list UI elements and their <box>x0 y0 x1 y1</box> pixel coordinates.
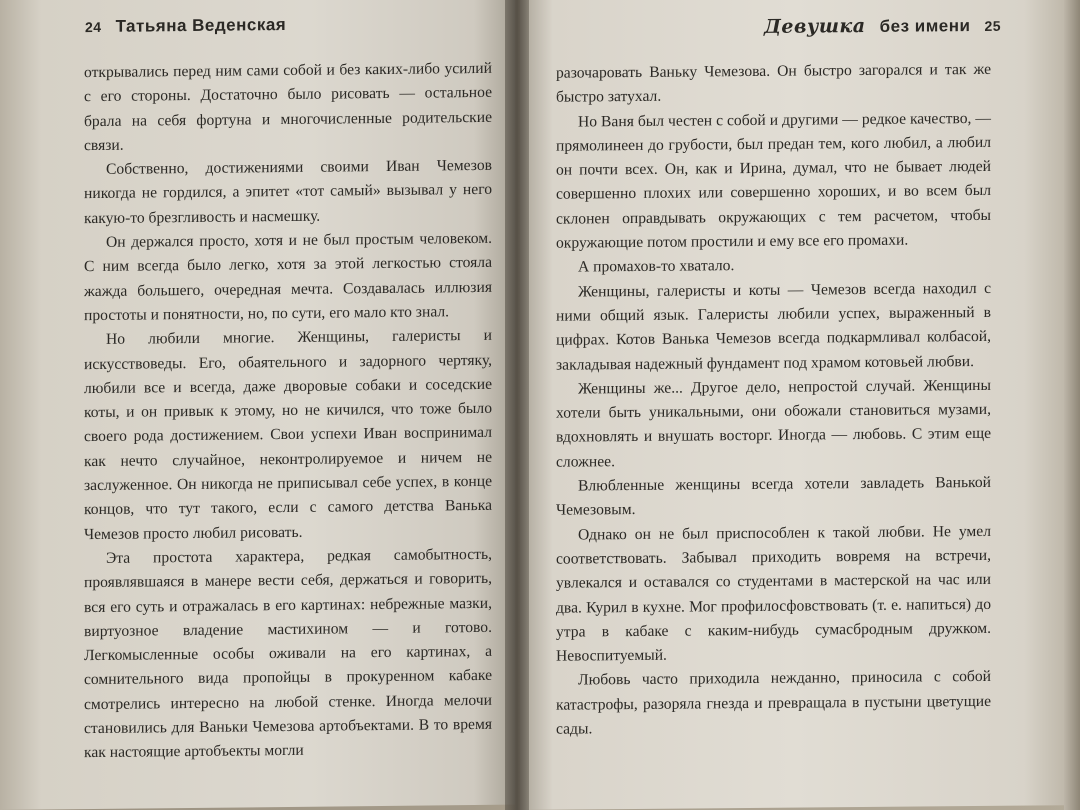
left-page-number: 24 <box>85 18 102 36</box>
paragraph: Женщины же... Другое дело, непростой случай. Женщины хотели быть уникальными, они обожали становиться музами, вдохновлять и внушать восторг. Иногда — любовь. С этим еще сложнее. <box>556 376 991 471</box>
paragraph: Любовь часто приходила нежданно, приносила с собой катастрофы, разоряла гнезда и превращала в пустыни цветущие сады. <box>556 668 991 738</box>
left-page-text <box>84 57 492 766</box>
left-page <box>0 0 515 810</box>
right-page-text <box>556 58 991 742</box>
author-name: Татьяна Веденская <box>115 15 287 36</box>
paragraph: Влюбленные женщины всегда хотели завладеть Ванькой Чемезовым. <box>556 473 991 520</box>
paragraph: Эта простота характера, редкая самобытность, проявлявшаяся в манере вести себя, держаться и говорить, вся его суть и отражалась в его картинах: небрежные мазки, виртуозное владение мастихином — и готово. Легкомысленные особы оживали на его картинах, а сомнительного вида пропойцы в прокуренном кабаке смотрелись интересно на любой стенке. Иногда мелочи становились для Ваньки Чемезова артобъектами. В то время как настоящие артобъекты могли <box>84 545 492 762</box>
paragraph: Собственно, достижениями своими Иван Чемезов никогда не гордился, а эпитет «тот самый» вызывал у него какую-то брезгливость и насмешку. <box>84 157 492 227</box>
paragraph: разочаровать Ваньку Чемезова. Он быстро загорался и так же быстро затухал. <box>556 60 991 106</box>
paragraph: Женщины, галеристы и коты — Чемезов всегда находил с ними общий язык. Галеристы любили успех, выраженный в цифрах. Котов Ванька Чемезов всегда подкармливал колбасой, закладывая надежный фундамент под храмом котовьей любви. <box>556 279 991 374</box>
paragraph: Но любили многие. Женщины, галеристы и искусствоведы. Его, обаятельного и задорного чертяку, любили все и всегда, даже дворовые собаки и соседские коты, и он привык к этому, но не кичился, что тоже было своего рода достижением. Свои успехи Иван воспринимал как нечто случайное, неконтролируемое и ничем не заслуженное. Он никогда не приписывал себе успех, в конце концов, что тут такого, если с самого детства Ванька Чемезов просто любил рисовать. <box>84 327 492 543</box>
book-spine-gutter <box>505 0 529 810</box>
right-running-head <box>764 14 1001 46</box>
paragraph: А промахов-то хватало. <box>578 257 735 276</box>
paragraph: Но Ваня был честен с собой и другими — редкое качество, — прямолинеен до грубости, был предан тем, кого любил, а любил он почти всех. Он, как и Ирина, думал, что не бывает людей совершенно плохих или совершенно хороших, и во всем был склонен оправдывать окружающих с тем расчетом, чтобы окружающие потом простили и ему все его промахи. <box>556 109 991 252</box>
book-title-script: Девушка <box>764 14 866 38</box>
right-page <box>520 0 1068 810</box>
paragraph: открывались перед ним сами собой и без каких-либо усилий с его стороны. Достаточно было рисовать — остальное брала на себя фортуна и многочисленные родительские связи. <box>84 59 492 155</box>
book-title-rest: без имени <box>879 16 971 36</box>
paragraph: Он держался просто, хотя и не был простым человеком. С ним всегда было легко, хотя за этой легкостью стояла жажда большего, очередная мечта. Создавалась иллюзия простоты и понятности, но, по сути, его мало кто знал. <box>84 229 492 325</box>
paragraph: Однако он не был приспособлен к такой любви. Не умел соответствовать. Забывал приходить вовремя на встречи, увлекался и оставался со студентами в мастерской на час или два. Курил в кухне. Мог профилосфовствовать (т. е. напиться) до утра в кабаке с каким-нибудь сумасбродным дружком. Невоспитуемый. <box>556 522 991 665</box>
left-running-head <box>85 15 286 47</box>
right-page-number: 25 <box>984 17 1002 34</box>
page-edges <box>1064 0 1080 810</box>
